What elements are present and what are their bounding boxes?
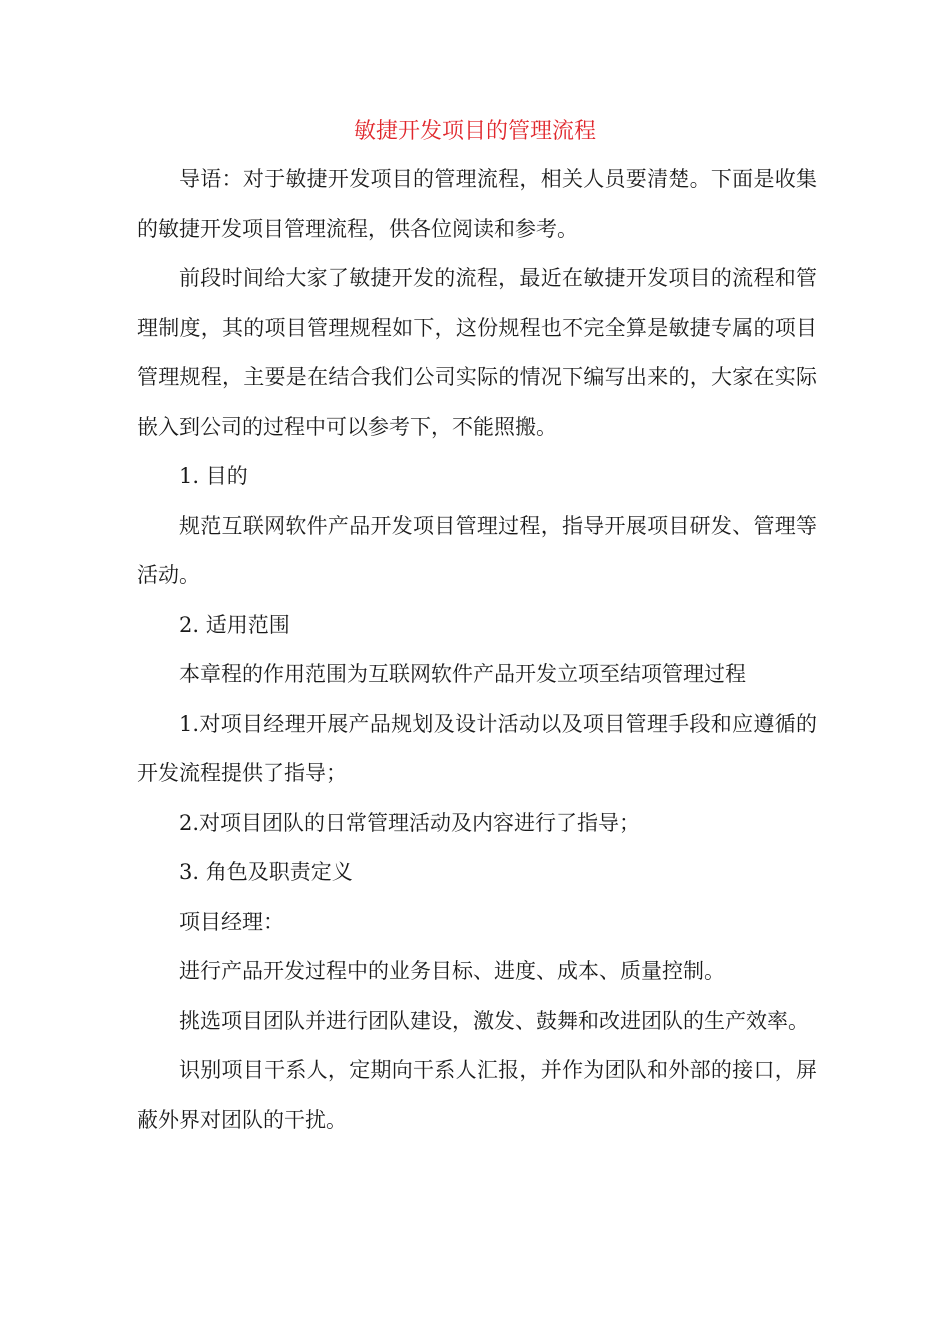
paragraph-scope-item-2: 2.对项目团队的日常管理活动及内容进行了指导； [179, 810, 641, 835]
section-heading-scope: 2. 适用范围 [179, 612, 290, 637]
section-heading-roles: 3. 角色及职责定义 [179, 860, 353, 884]
paragraph-intro: 导语：对于敏捷开发项目的管理流程，相关人员要清楚。下面是收集的敏捷开发项目管理流程，供各位阅读和参考。 [137, 167, 817, 241]
section-heading-purpose: 1. 目的 [179, 464, 248, 488]
paragraph-background: 前段时间给大家了敏捷开发的流程，最近在敏捷开发项目的流程和管理制度，其的项目管理规程如下，这份规程也不完全算是敏捷专属的项目管理规程，主要是在结合我们公司实际的情况下编写出来的，大家在实际嵌入到公司的过程中可以参考下，不能照搬。 [137, 266, 817, 439]
paragraph-scope: 本章程的作用范围为互联网软件产品开发立项至结项管理过程 [179, 662, 746, 686]
paragraph-role-project-manager: 项目经理： [179, 909, 284, 934]
paragraph-pm-duty-2: 挑选项目团队并进行团队建设，激发、鼓舞和改进团队的生产效率。 [179, 1008, 809, 1033]
paragraph-pm-duty-1: 进行产品开发过程中的业务目标、进度、成本、质量控制。 [179, 959, 725, 983]
document-body [137, 155, 817, 1145]
paragraph-scope-item-1: 1.对项目经理开展产品规划及设计活动以及项目管理手段和应遵循的开发流程提供了指导； [137, 711, 817, 785]
paragraph-purpose: 规范互联网软件产品开发项目管理过程，指导开展项目研发、管理等活动。 [137, 513, 817, 587]
document-title: 敏捷开发项目的管理流程 [353, 119, 596, 144]
paragraph-pm-duty-3: 识别项目干系人，定期向干系人汇报，并作为团队和外部的接口，屏蔽外界对团队的干扰。 [137, 1058, 817, 1132]
